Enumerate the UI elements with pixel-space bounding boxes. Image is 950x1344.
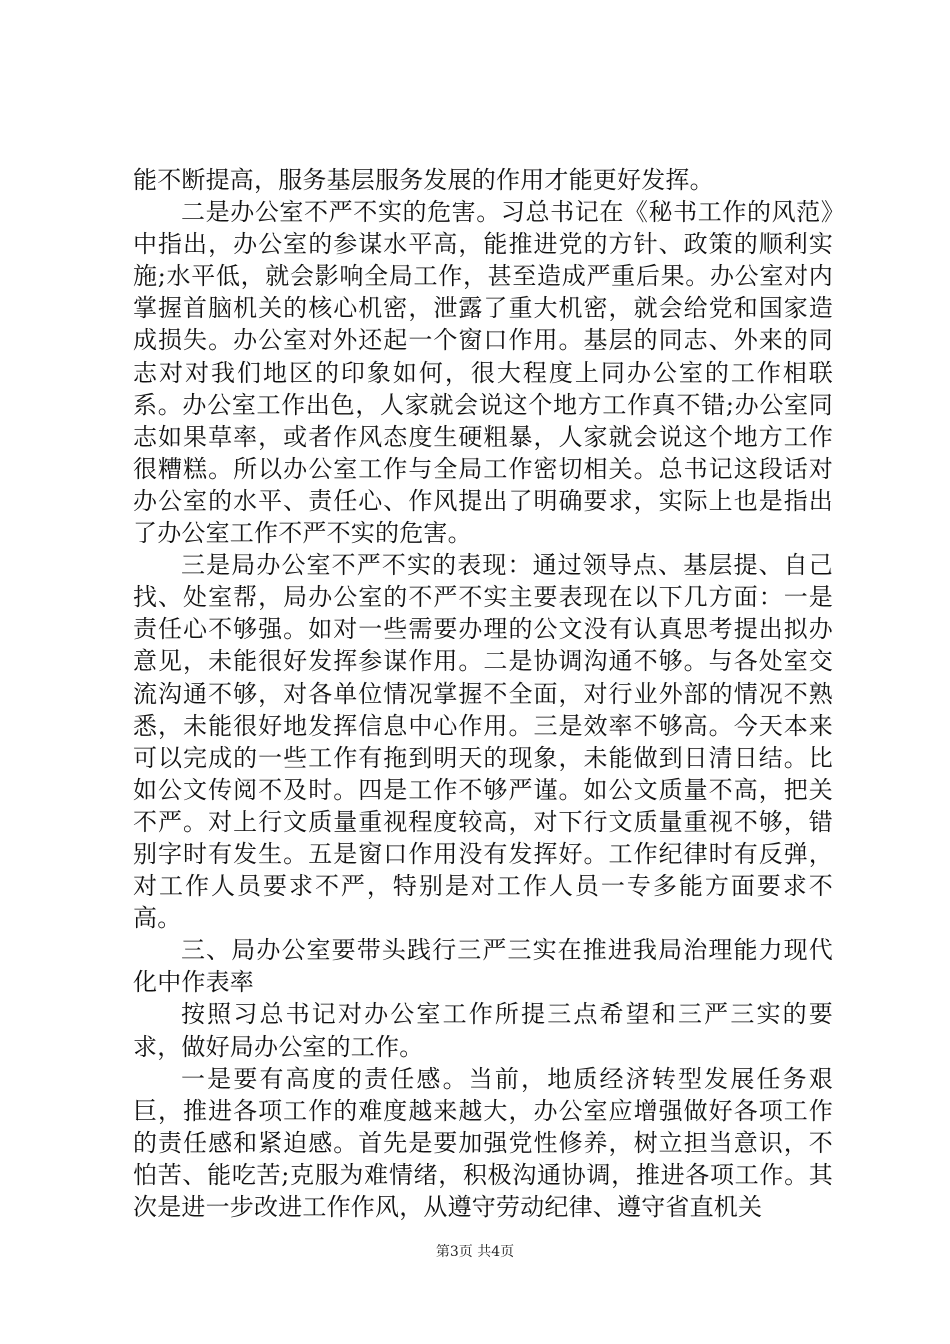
paragraph-requirements: 按照习总书记对办公室工作所提三点希望和三严三实的要求，做好局办公室的工作。 [133, 1000, 833, 1061]
paragraph-harm: 二是办公室不严不实的危害。习总书记在《秘书工作的风范》中指出，办公室的参谋水平高，能推进党的方针、政策的顺利实施;水平低，就会影响全局工作，甚至造成严重后果。办公室对内掌握首脑机关的核心机密，泄露了重大机密，就会给党和国家造成损失。办公室对外还起一个窗口作用。基层的同志、外来的同志对对我们地区的印象如何，很大程度上同办公室的工作相联系。办公室工作出色，人家就会说这个地方工作真不错;办公室同志如果草率，或者作风态度生硬粗暴，人家就会说这个地方工作很糟糕。所以办公室工作与全局工作密切相关。总书记这段话对办公室的水平、责任心、作风提出了明确要求，实际上也是指出了办公室工作不严不实的危害。 [133, 198, 833, 548]
document-body [133, 164, 833, 1223]
paragraph-manifestations: 三是局办公室不严不实的表现：通过领导点、基层提、自己找、处室帮，局办公室的不严不实主要表现在以下几方面：一是责任心不够强。如对一些需要办理的公文没有认真思考提出拟办意见，未能很好发挥参谋作用。二是协调沟通不够。与各处室交流沟通不够，对各单位情况掌握不全面，对行业外部的情况不熟悉，未能很好地发挥信息中心作用。三是效率不够高。今天本来可以完成的一些工作有拖到明天的现象，未能做到日清日结。比如公文传阅不及时。四是工作不够严谨。如公文质量不高，把关不严。对上行文质量重视程度较高，对下行文质量重视不够，错别字时有发生。五是窗口作用没有发挥好。工作纪律时有反弹，对工作人员要求不严，特别是对工作人员一专多能方面要求不高。 [133, 551, 833, 933]
section-heading-three: 三、局办公室要带头践行三严三实在推进我局治理能力现代化中作表率 [133, 936, 833, 997]
page-footer [0, 1243, 950, 1261]
page-number-label: 第3页 共4页 [435, 1244, 515, 1260]
paragraph-continuation: 能不断提高，服务基层服务发展的作用才能更好发挥。 [133, 166, 714, 194]
paragraph-responsibility: 一是要有高度的责任感。当前，地质经济转型发展任务艰巨，推进各项工作的难度越来越大，办公室应增强做好各项工作的责任感和紧迫感。首先是要加强党性修养，树立担当意识，不怕苦、能吃苦;克服为难情绪，积极沟通协调，推进各项工作。其次是进一步改进工作作风，从遵守劳动纪律、遵守省直机关 [133, 1064, 833, 1221]
